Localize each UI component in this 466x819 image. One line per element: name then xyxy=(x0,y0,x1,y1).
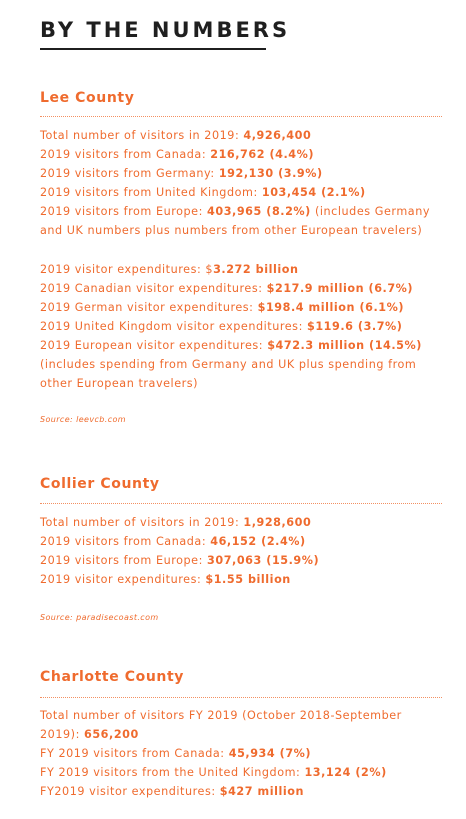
stat-line: Total number of visitors in 2019: 1,928,600 xyxy=(40,516,312,529)
stat-line: 2019 visitor expenditures: $3.272 billion xyxy=(40,263,299,276)
stat-line: 2019 visitors from Europe: 403,965 (8.2%) (includes Germany xyxy=(40,205,431,218)
stat-line: Total number of visitors FY 2019 (October 2018-September xyxy=(40,709,402,722)
section-title: Lee County xyxy=(40,90,135,106)
stats-list xyxy=(40,260,442,393)
stat-line: and UK numbers plus numbers from other European travelers) xyxy=(40,224,423,237)
stat-line: FY 2019 visitors from Canada: 45,934 (7%) xyxy=(40,747,312,760)
section-lee-county xyxy=(40,90,442,424)
stat-line: 2019 European visitor expenditures: $472.3 million (14.5%) xyxy=(40,339,422,352)
stat-line: Total number of visitors in 2019: 4,926,400 xyxy=(40,129,312,142)
stats-list xyxy=(40,126,442,240)
section-title: Collier County xyxy=(40,476,160,492)
stat-line: 2019): 656,200 xyxy=(40,728,139,741)
stats-list xyxy=(40,513,442,589)
stat-line: 2019 visitors from Canada: 216,762 (4.4%) xyxy=(40,148,315,161)
stat-line: 2019 German visitor expenditures: $198.4 million (6.1%) xyxy=(40,301,405,314)
stat-line: 2019 visitors from Canada: 46,152 (2.4%) xyxy=(40,535,306,548)
stats-list xyxy=(40,706,442,801)
stat-line: 2019 visitors from Europe: 307,063 (15.9%) xyxy=(40,554,320,567)
source-note: Source: leevcb.com xyxy=(40,415,126,424)
stat-line: FY 2019 visitors from the United Kingdom: 13,124 (2%) xyxy=(40,766,387,779)
stat-line: 2019 United Kingdom visitor expenditures: $119.6 (3.7%) xyxy=(40,320,403,333)
stat-line: 2019 Canadian visitor expenditures: $217.9 million (6.7%) xyxy=(40,282,414,295)
stat-line: FY2019 visitor expenditures: $427 million xyxy=(40,785,305,798)
page-title: BY THE NUMBERS xyxy=(40,18,291,42)
stat-line: 2019 visitors from Germany: 192,130 (3.9%) xyxy=(40,167,323,180)
section-charlotte-county xyxy=(40,669,442,801)
title-underline xyxy=(40,48,266,50)
section-divider xyxy=(40,697,442,698)
stat-line: (includes spending from Germany and UK plus spending from xyxy=(40,358,417,371)
section-divider xyxy=(40,503,442,504)
stat-line: 2019 visitor expenditures: $1.55 billion xyxy=(40,573,291,586)
section-divider xyxy=(40,116,442,117)
stat-line: other European travelers) xyxy=(40,377,199,390)
source-note: Source: paradisecoast.com xyxy=(40,613,159,622)
section-title: Charlotte County xyxy=(40,669,185,685)
stat-line: 2019 visitors from United Kingdom: 103,454 (2.1%) xyxy=(40,186,366,199)
section-collier-county xyxy=(40,476,442,622)
